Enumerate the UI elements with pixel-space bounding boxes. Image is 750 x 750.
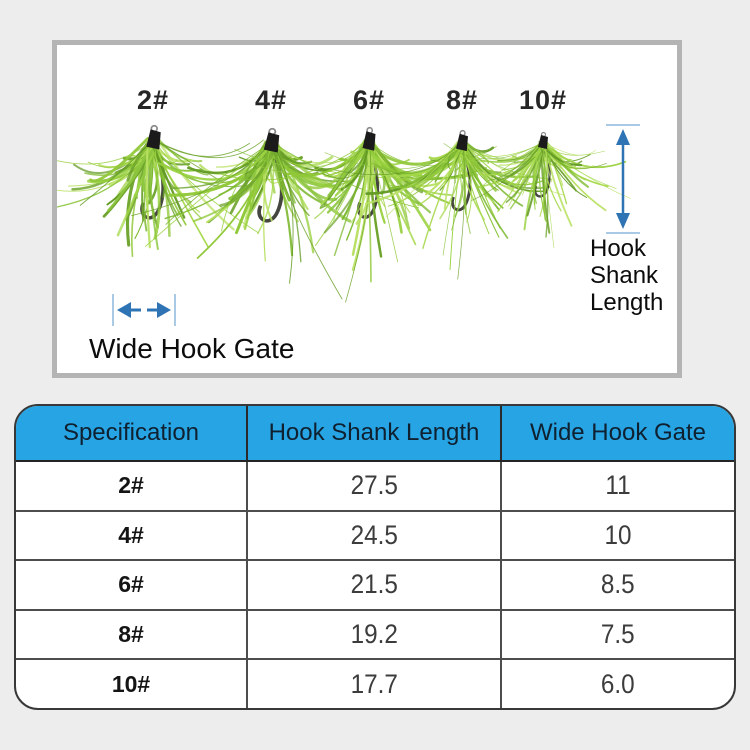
table-row xyxy=(16,512,734,562)
cell-shank: 17.7 xyxy=(248,660,502,708)
table-header-row xyxy=(16,406,734,462)
column-header-wide-hook-gate: Wide Hook Gate xyxy=(529,419,707,446)
cell-shank: 24.5 xyxy=(248,512,502,560)
cell-shank: 27.5 xyxy=(248,462,502,510)
cell-gate: 6.0 xyxy=(601,668,635,699)
table-row xyxy=(16,561,734,611)
size-label-6: 6# xyxy=(352,85,386,115)
table-row xyxy=(16,660,734,708)
size-label-2: 2# xyxy=(136,85,170,115)
size-label-10: 10# xyxy=(518,85,568,115)
cell-spec: 4# xyxy=(16,512,248,560)
cell-shank: 19.2 xyxy=(248,611,502,659)
hook-shank-length-annotation: Hook Shank Length xyxy=(590,235,664,316)
cell-spec: 6# xyxy=(16,561,248,609)
table-row xyxy=(16,611,734,661)
column-header-specification: Specification xyxy=(16,406,248,460)
size-label-4: 4# xyxy=(254,85,288,115)
table-row xyxy=(16,462,734,512)
hook-gate-arrow-icon xyxy=(111,292,177,328)
column-header-hook-shank-length: Hook Shank Length xyxy=(248,406,502,460)
cell-gate: 11 xyxy=(605,470,631,501)
cell-gate: 10 xyxy=(604,519,632,550)
shank-length-arrow-icon xyxy=(605,123,641,235)
cell-spec: 10# xyxy=(16,660,248,708)
specification-table xyxy=(14,404,736,710)
cell-spec: 2# xyxy=(16,462,248,510)
wide-hook-gate-annotation: Wide Hook Gate xyxy=(89,333,295,364)
lure-photo-10 xyxy=(493,132,593,257)
product-photo-panel xyxy=(52,40,682,378)
cell-spec: 8# xyxy=(16,611,248,659)
size-label-8: 8# xyxy=(445,85,479,115)
cell-gate: 8.5 xyxy=(601,569,635,600)
cell-gate: 7.5 xyxy=(601,619,635,650)
cell-shank: 21.5 xyxy=(248,561,502,609)
